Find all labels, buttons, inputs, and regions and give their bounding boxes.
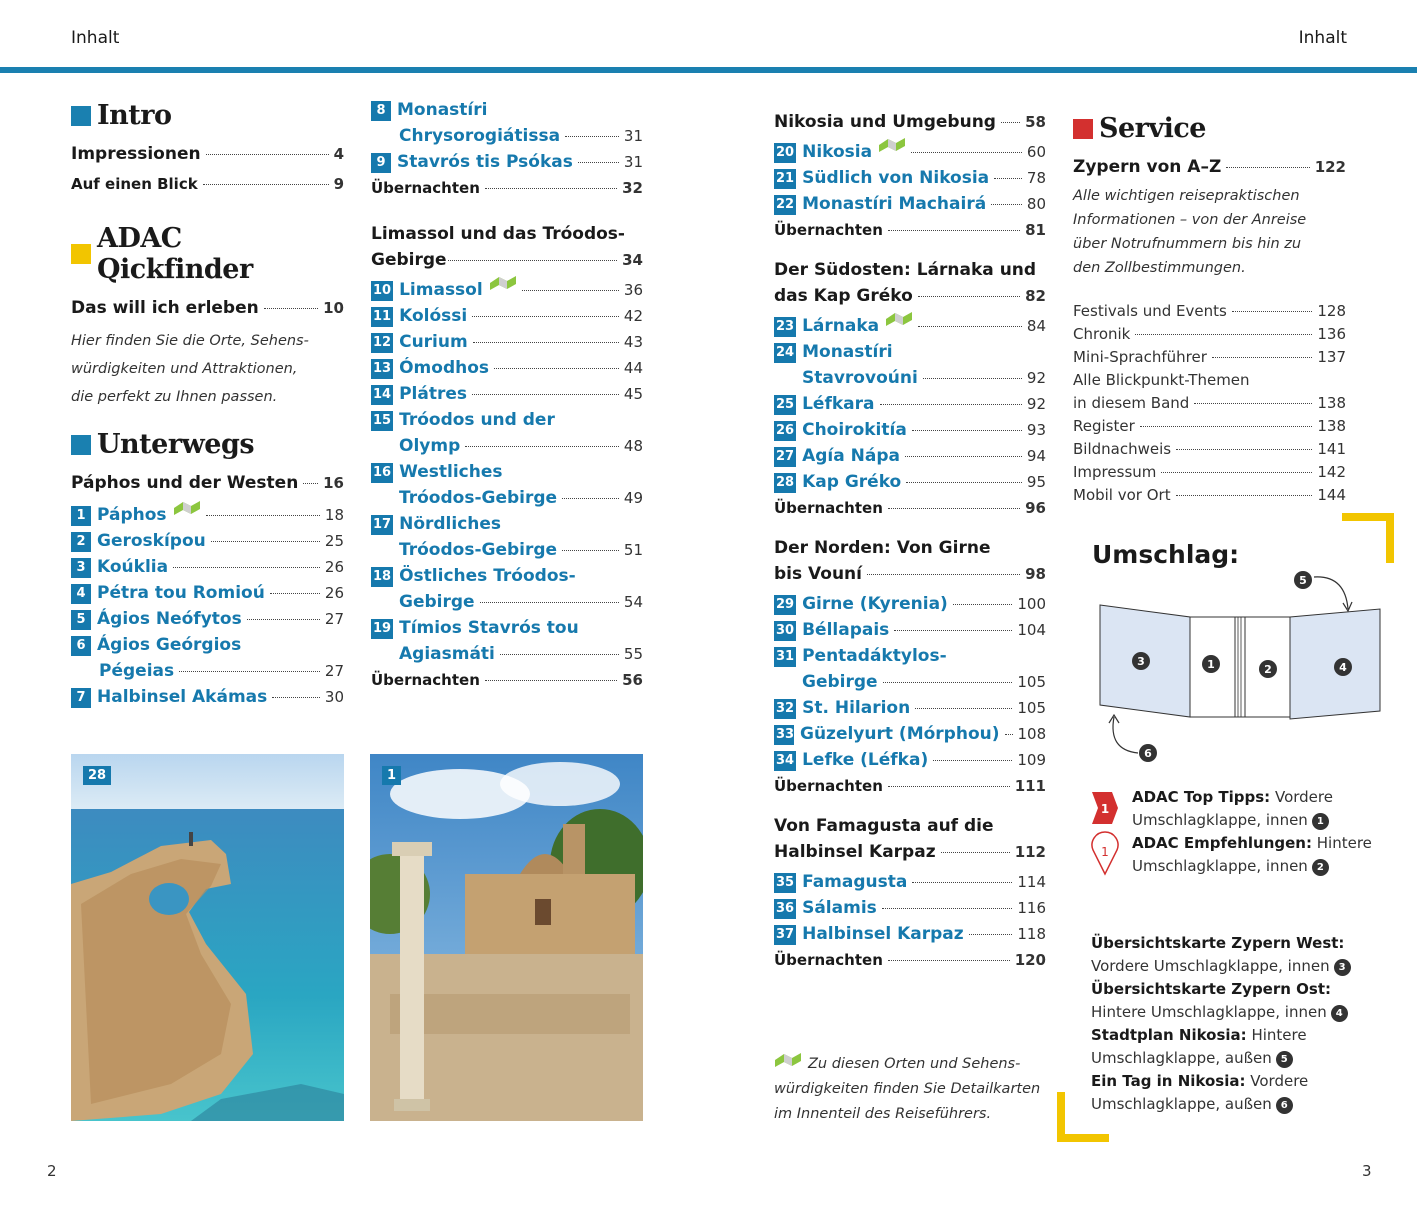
toc-entry[interactable]	[774, 747, 1046, 773]
region-row[interactable]: Halbinsel Karpaz 112	[774, 842, 1046, 862]
overnight-row[interactable]: Übernachten 32	[371, 179, 643, 197]
diagram-label: 1	[1207, 658, 1215, 671]
toc-entry[interactable]	[371, 97, 643, 123]
toc-entry[interactable]	[774, 191, 1046, 217]
running-header-left: Inhalt	[71, 28, 120, 48]
entry-page: 60	[1026, 143, 1046, 161]
entry-label: Pétra tou Romioú	[97, 583, 265, 603]
toc-entry-continued[interactable]	[371, 485, 643, 511]
page-number-left: 2	[47, 1162, 57, 1180]
entry-label: Monastíri Machairá	[802, 194, 987, 214]
entry-page: 108	[1017, 725, 1047, 743]
entry-number-badge: 29	[774, 595, 796, 615]
entry-page: 54	[623, 593, 643, 611]
toc-entry[interactable]	[774, 165, 1046, 191]
toc-row[interactable]: Auf einen Blick 9	[71, 175, 344, 193]
entry-label: Südlich von Nikosia	[802, 168, 990, 188]
toc-entry-continued[interactable]	[371, 641, 643, 667]
toc-entry[interactable]	[71, 528, 344, 554]
overnight-row[interactable]: Übernachten 81	[774, 221, 1046, 239]
entry-page: 104	[1017, 621, 1046, 639]
toc-entry[interactable]	[371, 149, 643, 175]
entry-label: Curium	[399, 332, 468, 352]
entry-number-badge: 34	[774, 751, 796, 771]
service-item-continued[interactable]: in diesem Band 138	[1073, 394, 1346, 412]
entry-number-badge: 21	[774, 169, 796, 189]
entry-page: 49	[623, 489, 643, 507]
legend-top-tipps: ADAC Top Tipps: Vordere Umschlagklappe, innen 1 ADAC Empfehlungen: Hintere Umschlagklappe, innen 2	[1132, 788, 1372, 875]
entry-number-badge: 25	[774, 395, 796, 415]
toc-entry[interactable]	[71, 684, 344, 710]
entry-number-badge: 12	[371, 333, 393, 353]
toc-entry[interactable]	[774, 617, 1046, 643]
entry-label: Agía Nápa	[802, 446, 900, 466]
detail-map-icon	[489, 275, 517, 291]
entry-label: Tróodos und der	[399, 410, 555, 430]
toc-entry[interactable]	[774, 469, 1046, 495]
entry-page: 30	[324, 688, 344, 706]
region-title: Limassol und das Tróodos-	[371, 224, 625, 244]
toc-entry[interactable]	[774, 643, 1046, 669]
section-title: Intro	[97, 100, 172, 131]
diagram-label: 5	[1299, 574, 1307, 587]
entry-page: 105	[1017, 699, 1046, 717]
entry-number-badge: 14	[371, 385, 393, 405]
entry-page: 84	[1026, 317, 1046, 335]
entry-label-continued: Tróodos-Gebirge	[399, 488, 558, 508]
coast-photo-illustration	[71, 754, 344, 1121]
entry-page: 51	[623, 541, 643, 559]
toc-entry[interactable]	[371, 355, 643, 381]
quickfinder-square-icon	[71, 244, 91, 264]
entry-page: 25	[324, 532, 344, 550]
toc-row[interactable]: Impressionen 4	[71, 144, 344, 164]
toc-row[interactable]: Das will ich erleben 10	[71, 298, 344, 318]
overnight-row[interactable]: Übernachten 120	[774, 951, 1046, 969]
toc-entry[interactable]	[71, 554, 344, 580]
entry-label: Lárnaka	[802, 316, 880, 336]
entry-label: Koúklia	[97, 557, 169, 577]
entry-label: Halbinsel Karpaz	[802, 924, 964, 944]
toc-entry[interactable]	[774, 921, 1046, 947]
entry-page: 93	[1026, 421, 1046, 439]
toc-entry[interactable]	[774, 443, 1046, 469]
service-item[interactable]: Bildnachweis 141	[1073, 440, 1346, 458]
entry-number-badge: 7	[71, 688, 91, 708]
entry-label: Tímios Stavrós tou	[399, 618, 579, 638]
entry-page: 80	[1026, 195, 1046, 213]
legend-maps: Übersichtskarte Zypern West: Vordere Umschlagklappe, innen 3 Übersichtskarte Zypern Ost: Hintere Umschlagklappe, innen 4 Stadtplan Nikosia: Hintere Umschlagklappe, außen 5 Ein Tag in Nikosia: Vordere Umschlagklappe, außen 6	[1091, 932, 1391, 1116]
column-service	[1073, 113, 1346, 507]
entry-page: 116	[1017, 899, 1046, 917]
entry-page: 27	[324, 662, 344, 680]
entry-page: 27	[324, 610, 344, 628]
entry-number-badge: 28	[774, 473, 796, 493]
toc-entry-continued[interactable]	[371, 433, 643, 459]
region-row[interactable]: Gebirge 34	[371, 250, 643, 270]
service-item[interactable]: Impressum 142	[1073, 463, 1346, 481]
region-row[interactable]: Páphos und der Westen 16	[71, 473, 344, 493]
entry-label: Pentadáktylos-	[802, 646, 947, 666]
entry-page: 78	[1026, 169, 1046, 187]
diagram-label: 6	[1144, 747, 1152, 760]
detail-map-icon	[878, 137, 906, 153]
overnight-row[interactable]: Übernachten 56	[371, 671, 643, 689]
entry-page: 92	[1026, 395, 1046, 413]
region-row[interactable]: Nikosia und Umgebung 58	[774, 112, 1046, 132]
page-number-right: 3	[1362, 1162, 1372, 1180]
entry-number-badge: 22	[774, 195, 796, 215]
toc-entry[interactable]	[774, 417, 1046, 443]
entry-number-badge: 37	[774, 925, 796, 945]
toc-entry[interactable]	[371, 563, 643, 589]
section-unterwegs	[71, 429, 344, 460]
entry-page: 114	[1017, 873, 1046, 891]
cover-diagram	[1090, 565, 1390, 770]
toc-entry[interactable]	[774, 695, 1046, 721]
entry-page: 26	[324, 558, 344, 576]
toc-entry-continued[interactable]	[371, 537, 643, 563]
entry-label-continued: Gebirge	[802, 672, 878, 692]
entry-number-badge: 31	[774, 647, 796, 667]
region-title: Der Südosten: Lárnaka und	[774, 260, 1037, 280]
entry-label: Monastíri	[802, 342, 893, 362]
entry-label: Girne (Kyrenia)	[802, 594, 948, 614]
toc-entry[interactable]	[371, 511, 643, 537]
photo-coast-rock-arch	[71, 754, 344, 1121]
entry-label: Ómodhos	[399, 358, 490, 378]
overnight-row[interactable]: Übernachten 111	[774, 777, 1046, 795]
entry-number-badge: 10	[371, 281, 393, 301]
entry-label: Choirokitía	[802, 420, 907, 440]
toc-entry-continued[interactable]	[371, 589, 643, 615]
section-service	[1073, 113, 1346, 144]
toc-entry[interactable]	[371, 303, 643, 329]
service-item[interactable]: Chronik 136	[1073, 325, 1346, 343]
entry-page: 109	[1017, 751, 1046, 769]
running-header-right: Inhalt	[1298, 28, 1347, 48]
entry-label: Güzelyurt (Mórphou)	[800, 724, 1000, 744]
entry-label-continued: Agiasmáti	[399, 644, 495, 664]
entry-page: 45	[623, 385, 643, 403]
entry-label-continued: Stavrovoúni	[802, 368, 918, 388]
entry-label-continued: Chrysorogiátissa	[399, 126, 561, 146]
entry-number-badge: 6	[71, 636, 91, 656]
section-intro	[71, 100, 344, 131]
entry-label: Béllapais	[802, 620, 890, 640]
column-3	[774, 109, 1046, 973]
legend-icons	[1090, 788, 1120, 878]
entry-number-badge: 17	[371, 515, 393, 535]
entry-label-continued: Gebirge	[399, 592, 475, 612]
diagram-label: 3	[1137, 655, 1145, 668]
entry-number-badge: 9	[371, 153, 391, 173]
region-row[interactable]: das Kap Gréko 82	[774, 286, 1046, 306]
entry-page: 42	[623, 307, 643, 325]
entry-number-badge: 30	[774, 621, 796, 641]
column-1	[71, 100, 344, 710]
entry-page: 48	[623, 437, 643, 455]
entry-page: 92	[1026, 369, 1046, 387]
entry-number-badge: 11	[371, 307, 393, 327]
umschlag-title: Umschlag:	[1092, 540, 1240, 569]
entry-label: St. Hilarion	[802, 698, 911, 718]
corner-mark-top-right	[1342, 513, 1394, 563]
top-tipp-icon-number: 1	[1100, 802, 1110, 816]
toc-entry[interactable]	[774, 339, 1046, 365]
entry-number-badge: 24	[774, 343, 796, 363]
header-rule	[0, 67, 1417, 73]
entry-label-continued: Tróodos-Gebirge	[399, 540, 558, 560]
diagram-label: 4	[1339, 661, 1347, 674]
toc-entry[interactable]	[371, 407, 643, 433]
entry-label: Westliches	[399, 462, 503, 482]
entry-page: 94	[1026, 447, 1046, 465]
entry-label: Stavrós tis Psókas	[397, 152, 573, 172]
entry-number-badge: 5	[71, 610, 91, 630]
detail-map-note: Zu diesen Orten und Sehens- würdigkeiten finden Sie Detailkarten im Innenteil des Reiseführers.	[774, 1052, 1044, 1127]
entry-number-badge: 20	[774, 143, 796, 163]
diagram-label: 2	[1264, 663, 1272, 676]
toc-entry-continued[interactable]	[371, 123, 643, 149]
service-item[interactable]: Alle Blickpunkt-Themen	[1073, 371, 1250, 389]
toc-entry[interactable]	[774, 721, 1046, 747]
region-row[interactable]: bis Vouní 98	[774, 564, 1046, 584]
section-quickfinder	[71, 223, 344, 285]
entry-page: 55	[623, 645, 643, 663]
entry-label: Kolóssi	[399, 306, 468, 326]
toc-entry[interactable]	[71, 606, 344, 632]
intro-square-icon	[71, 106, 91, 126]
toc-entry[interactable]	[371, 277, 643, 303]
entry-label: Nikosia	[802, 142, 873, 162]
entry-label-continued: Olymp	[399, 436, 461, 456]
detail-map-icon	[774, 1052, 802, 1068]
toc-entry[interactable]	[71, 580, 344, 606]
toc-entry[interactable]	[774, 869, 1046, 895]
service-item[interactable]: Mobil vor Ort 144	[1073, 486, 1346, 504]
entry-number-badge: 13	[371, 359, 393, 379]
entry-label: Halbinsel Akámas	[97, 687, 268, 707]
entry-page: 36	[623, 281, 643, 299]
detail-map-icon	[885, 311, 913, 327]
entry-label: Limassol	[399, 280, 483, 300]
entry-number-badge: 2	[71, 532, 91, 552]
quickfinder-description: Hier finden Sie die Orte, Sehens- würdigkeiten und Attraktionen, die perfekt zu Ihnen passen.	[71, 333, 309, 405]
toc-entry-continued[interactable]	[774, 669, 1046, 695]
toc-entry[interactable]	[71, 632, 344, 658]
entry-label: Ágios Geórgios	[97, 635, 242, 655]
empfehlung-icon-number: 1	[1101, 845, 1109, 859]
toc-entry[interactable]	[371, 459, 643, 485]
detail-map-icon	[173, 500, 201, 516]
entry-page: 26	[324, 584, 344, 602]
entry-number-badge: 15	[371, 411, 393, 431]
toc-entry[interactable]	[774, 391, 1046, 417]
section-title: Service	[1099, 113, 1206, 144]
entry-label: Lefke (Léfka)	[802, 750, 929, 770]
unterwegs-square-icon	[71, 435, 91, 455]
toc-entry[interactable]	[71, 502, 344, 528]
entry-label: Páphos	[97, 505, 167, 525]
entry-number-badge: 26	[774, 421, 796, 441]
church-photo-illustration	[370, 754, 643, 1121]
entry-page: 31	[623, 153, 643, 171]
entry-number-badge: 27	[774, 447, 796, 467]
toc-entry-continued[interactable]	[774, 365, 1046, 391]
entry-page: 100	[1017, 595, 1046, 613]
entry-number-badge: 35	[774, 873, 796, 893]
entry-page: 18	[324, 506, 344, 524]
region-title: Der Norden: Von Girne	[774, 538, 991, 558]
entry-number-badge: 1	[71, 506, 91, 526]
entry-number-badge: 16	[371, 463, 393, 483]
entry-label: Ágios Neófytos	[97, 609, 242, 629]
entry-label: Plátres	[399, 384, 468, 404]
entry-number-badge: 32	[774, 699, 796, 719]
toc-entry[interactable]	[371, 329, 643, 355]
photo-church-ruins	[370, 754, 643, 1121]
toc-entry[interactable]	[371, 615, 643, 641]
service-description: Alle wichtigen reisepraktischen Informationen – von der Anreise über Notrufnummern bis hin zu den Zollbestimmungen.	[1073, 188, 1307, 276]
service-item[interactable]: Register 138	[1073, 417, 1346, 435]
section-title: ADAC Qickfinder	[97, 223, 253, 285]
entry-label: Östliches Tróodos-	[399, 566, 576, 586]
service-item[interactable]: Festivals und Events 128	[1073, 302, 1346, 320]
toc-entry[interactable]	[371, 381, 643, 407]
service-item[interactable]: Mini-Sprachführer 137	[1073, 348, 1346, 366]
entry-label: Sálamis	[802, 898, 877, 918]
region-title: Von Famagusta auf die	[774, 816, 994, 836]
entry-number-badge: 8	[371, 101, 391, 121]
column-2	[371, 97, 643, 693]
overnight-row[interactable]: Übernachten 96	[774, 499, 1046, 517]
entry-number-badge: 23	[774, 317, 796, 337]
entry-number-badge: 19	[371, 619, 393, 639]
entry-page: 31	[623, 127, 643, 145]
entry-page: 118	[1017, 925, 1046, 943]
toc-entry-continued[interactable]	[71, 658, 344, 684]
entry-label-continued: Pégeias	[99, 661, 175, 681]
entry-label: Monastíri	[397, 100, 488, 120]
service-square-icon	[1073, 119, 1093, 139]
entry-page: 44	[623, 359, 643, 377]
entry-label: Léfkara	[802, 394, 875, 414]
toc-row[interactable]: Zypern von A–Z 122	[1073, 157, 1346, 177]
entry-page: 105	[1017, 673, 1046, 691]
entry-label: Famagusta	[802, 872, 908, 892]
entry-number-badge: 33	[774, 725, 794, 745]
entry-number-badge: 36	[774, 899, 796, 919]
entry-page: 43	[623, 333, 643, 351]
entry-label: Kap Gréko	[802, 472, 902, 492]
entry-number-badge: 3	[71, 558, 91, 578]
entry-number-badge: 18	[371, 567, 393, 587]
section-title: Unterwegs	[97, 429, 255, 460]
toc-entry[interactable]	[774, 895, 1046, 921]
entry-number-badge: 4	[71, 584, 91, 604]
entry-label: Nördliches	[399, 514, 502, 534]
entry-label: Geroskípou	[97, 531, 206, 551]
toc-entry[interactable]	[774, 313, 1046, 339]
photo-badge: 28	[83, 766, 111, 785]
photo-badge: 1	[382, 766, 401, 785]
toc-entry[interactable]	[774, 591, 1046, 617]
entry-page: 95	[1026, 473, 1046, 491]
toc-entry[interactable]	[774, 139, 1046, 165]
